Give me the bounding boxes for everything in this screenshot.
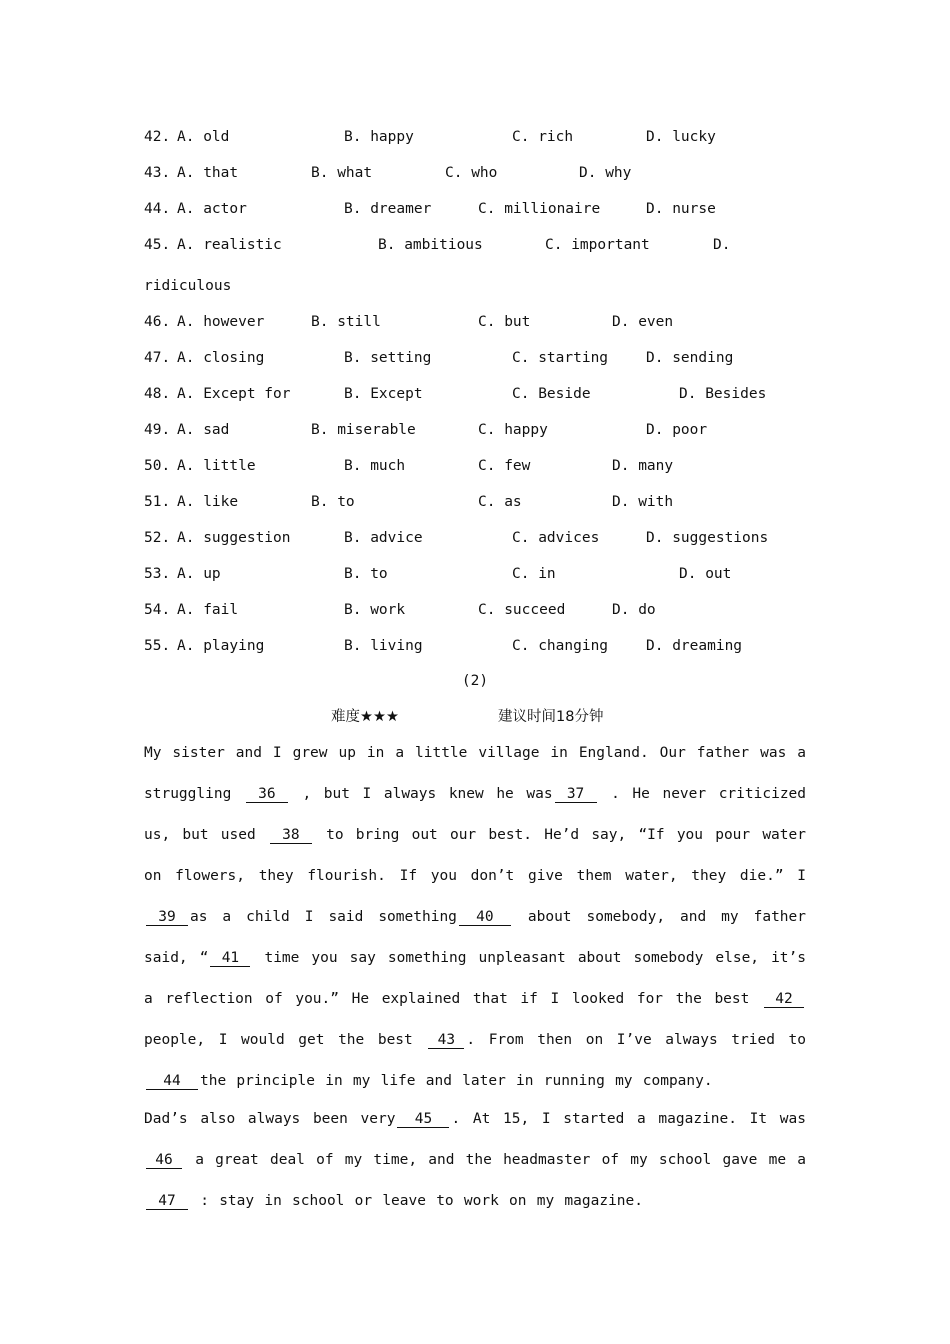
option-a: A. sad — [177, 422, 230, 438]
option-b: B. much — [344, 458, 406, 474]
option-d: D. with — [612, 494, 674, 510]
question-number: 50. — [144, 458, 171, 474]
option-c: C. starting — [512, 350, 609, 366]
blank-38: 38 — [270, 827, 312, 844]
passage-paragraph-1 — [144, 733, 806, 1102]
option-d: D. nurse — [646, 201, 716, 217]
option-row-54 — [0, 600, 950, 620]
option-row-50 — [0, 456, 950, 476]
blank-46: 46 — [146, 1152, 182, 1169]
option-d-continuation: ridiculous — [144, 278, 232, 294]
option-b: B. to — [344, 566, 388, 582]
option-a: A. actor — [177, 201, 247, 217]
question-number: 54. — [144, 602, 171, 618]
option-b: B. setting — [344, 350, 432, 366]
passage-text: . He never criticized us, but used — [144, 786, 807, 843]
option-c: C. as — [478, 494, 522, 510]
option-row-44 — [0, 199, 950, 219]
section-meta — [0, 707, 950, 727]
blank-41: 41 — [210, 950, 250, 967]
question-number: 47. — [144, 350, 171, 366]
option-d: D. — [713, 237, 731, 253]
option-a: A. closing — [177, 350, 265, 366]
option-d: D. out — [679, 566, 732, 582]
passage-text: about somebody, and my father said, “ — [144, 909, 806, 966]
option-d: D. do — [612, 602, 656, 618]
option-a: A. playing — [177, 638, 265, 654]
option-b: B. what — [311, 165, 373, 181]
option-row-46 — [0, 312, 950, 332]
option-row-45 — [0, 235, 950, 255]
option-c: C. happy — [478, 422, 548, 438]
option-b: B. advice — [344, 530, 423, 546]
question-number: 49. — [144, 422, 171, 438]
passage-text: time you say something unpleasant about somebody else, it’s a reflection of you.” He explained that if I looked for the best — [144, 950, 806, 1007]
option-a: A. Except for — [177, 386, 291, 402]
passage-text: Dad’s also always been very — [144, 1111, 396, 1127]
passage-text: , but I always knew he was — [289, 786, 553, 802]
blank-47: 47 — [146, 1193, 188, 1210]
blank-45: 45 — [397, 1111, 449, 1128]
option-b: B. Except — [344, 386, 423, 402]
option-row-43 — [0, 163, 950, 183]
option-row-55 — [0, 636, 950, 656]
option-row-53 — [0, 564, 950, 584]
option-c: C. succeed — [478, 602, 566, 618]
option-row-49 — [0, 420, 950, 440]
option-d: D. lucky — [646, 129, 716, 145]
blank-40: 40 — [459, 909, 511, 926]
passage-paragraph-2 — [144, 1099, 806, 1222]
question-number: 46. — [144, 314, 171, 330]
passage-text: . From then on I’ve always tried to — [466, 1032, 806, 1048]
blank-36: 36 — [246, 786, 288, 803]
question-number: 55. — [144, 638, 171, 654]
passage-text: the principle in my life and later in running my company. — [200, 1073, 713, 1089]
passage-text: : stay in school or leave to work on my magazine. — [190, 1193, 643, 1209]
option-row-51 — [0, 492, 950, 512]
option-d: D. Besides — [679, 386, 767, 402]
option-b: B. still — [311, 314, 381, 330]
option-c: C. important — [545, 237, 650, 253]
option-d: D. dreaming — [646, 638, 743, 654]
difficulty-label: 难度★★★ — [331, 709, 399, 725]
option-a: A. that — [177, 165, 239, 181]
question-number: 43. — [144, 165, 171, 181]
option-d: D. even — [612, 314, 674, 330]
blank-42: 42 — [764, 991, 804, 1008]
blank-44: 44 — [146, 1073, 198, 1090]
option-a: A. suggestion — [177, 530, 291, 546]
option-row-48 — [0, 384, 950, 404]
question-number: 44. — [144, 201, 171, 217]
passage-text: as a child I said something — [190, 909, 457, 925]
option-d: D. many — [612, 458, 674, 474]
option-d: D. suggestions — [646, 530, 769, 546]
option-b: B. miserable — [311, 422, 416, 438]
passage-text: a great deal of my time, and the headmaster of my school gave me a — [184, 1152, 806, 1168]
option-b: B. living — [344, 638, 423, 654]
option-d: D. sending — [646, 350, 734, 366]
option-b: B. work — [344, 602, 406, 618]
passage-text: people, I would get the best — [144, 1032, 427, 1048]
question-number: 48. — [144, 386, 171, 402]
option-c: C. few — [478, 458, 531, 474]
option-b: B. ambitious — [378, 237, 483, 253]
option-a: A. like — [177, 494, 239, 510]
passage-text: My sister and I grew up in a little village in England. Our father was a struggling — [144, 745, 806, 802]
option-c: C. but — [478, 314, 531, 330]
suggested-time-label: 建议时间18分钟 — [498, 709, 604, 725]
option-b: B. dreamer — [344, 201, 432, 217]
blank-37: 37 — [555, 786, 597, 803]
option-c: C. who — [445, 165, 498, 181]
option-a: A. little — [177, 458, 256, 474]
section-number: (2) — [461, 673, 489, 689]
option-row-52 — [0, 528, 950, 548]
option-d: D. poor — [646, 422, 708, 438]
question-number: 42. — [144, 129, 171, 145]
option-b: B. happy — [344, 129, 414, 145]
blank-39: 39 — [146, 909, 188, 926]
question-number: 45. — [144, 237, 171, 253]
question-number: 53. — [144, 566, 171, 582]
option-a: A. however — [177, 314, 265, 330]
option-c: C. Beside — [512, 386, 591, 402]
option-a: A. fail — [177, 602, 239, 618]
option-c: C. in — [512, 566, 556, 582]
option-a: A. up — [177, 566, 221, 582]
option-a: A. realistic — [177, 237, 282, 253]
option-a: A. old — [177, 129, 230, 145]
option-row-47 — [0, 348, 950, 368]
option-c: C. rich — [512, 129, 574, 145]
question-number: 52. — [144, 530, 171, 546]
question-number: 51. — [144, 494, 171, 510]
passage-text: . At 15, I started a magazine. It was — [451, 1111, 806, 1127]
option-c: C. millionaire — [478, 201, 601, 217]
option-c: C. changing — [512, 638, 609, 654]
option-b: B. to — [311, 494, 355, 510]
blank-43: 43 — [428, 1032, 464, 1049]
option-row-42 — [0, 127, 950, 147]
option-c: C. advices — [512, 530, 600, 546]
passage-text: to bring out our best. He’d say, “If you pour water on flowers, they flourish. If you don’t give them water, they die.” I — [144, 827, 806, 884]
option-d: D. why — [579, 165, 632, 181]
